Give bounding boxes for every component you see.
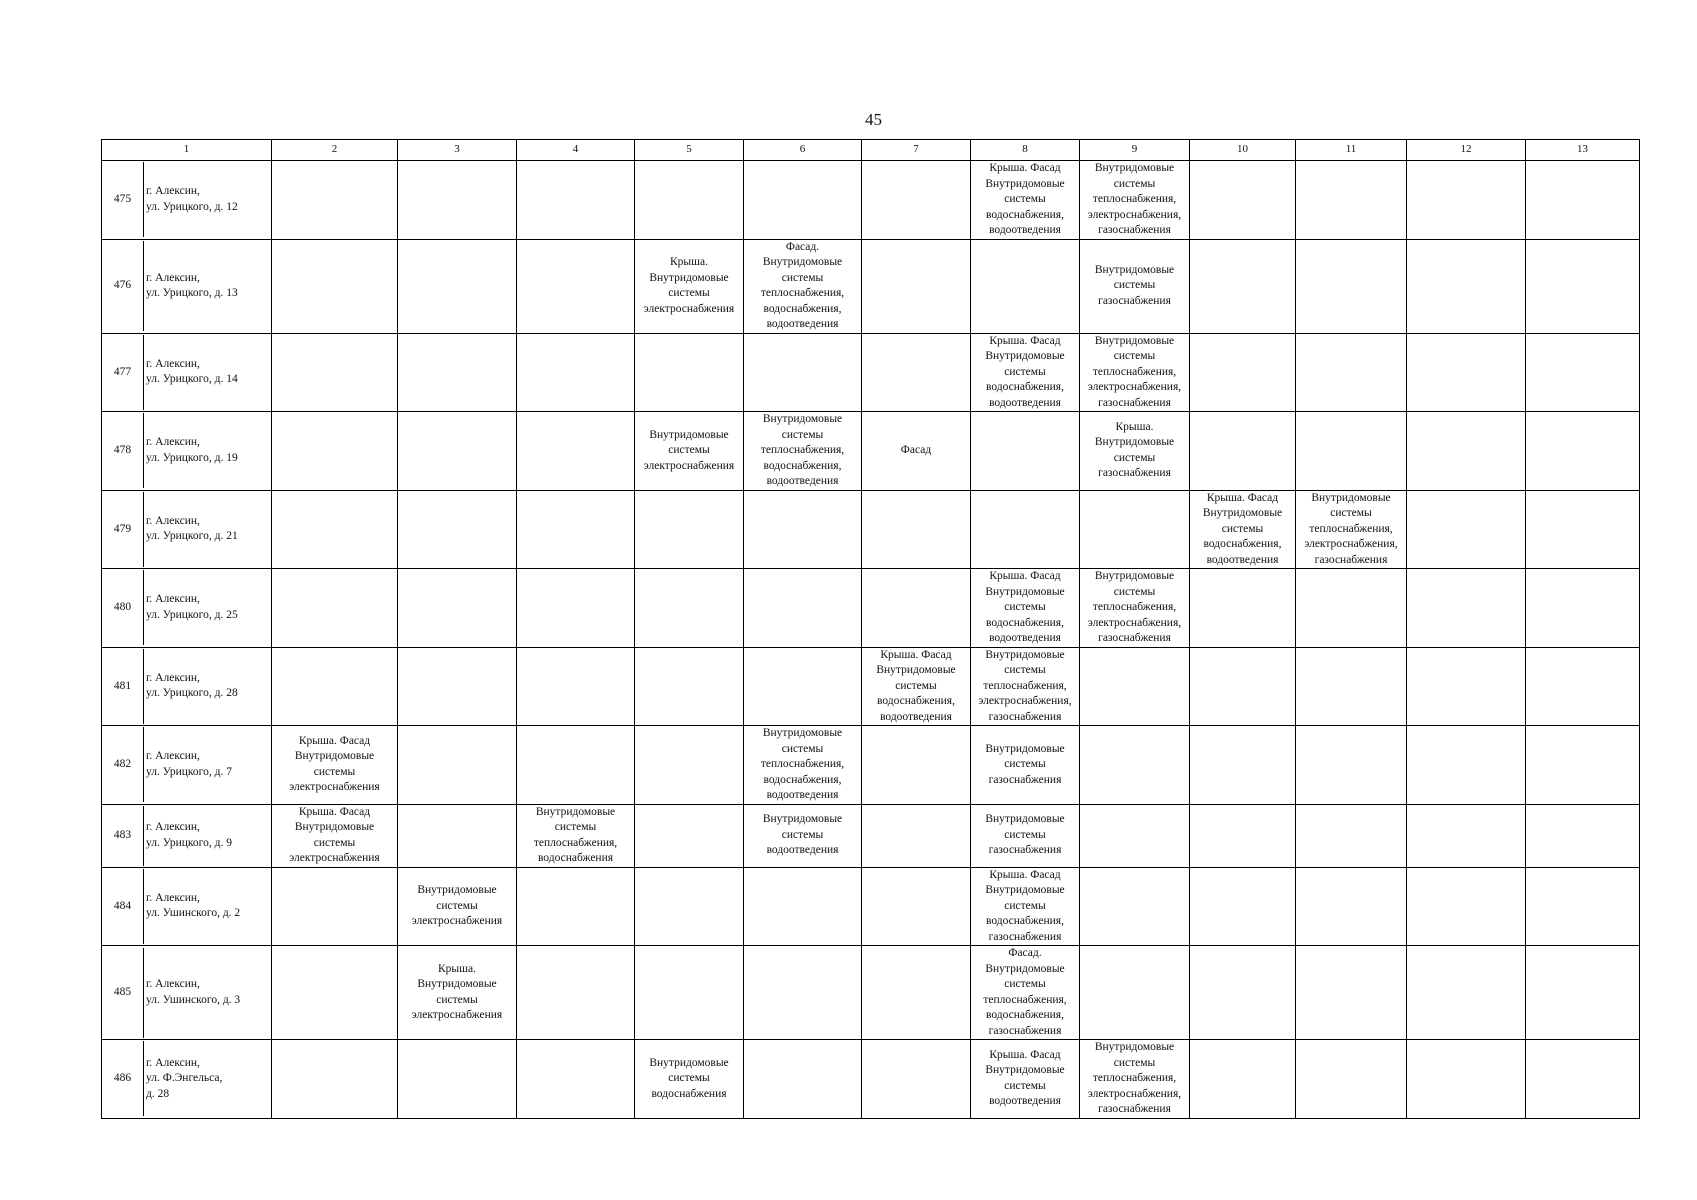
work-cell [1296, 333, 1407, 412]
table-row [102, 804, 1640, 867]
work-cell [272, 569, 398, 648]
work-cell [1526, 804, 1640, 867]
work-description: Крыша. Внутридомовые системы электроснабжения [643, 256, 735, 315]
work-description: Крыша. Фасад Внутридомовые системы водоснабжения, водоотведения [985, 570, 1065, 644]
work-cell [517, 412, 635, 491]
work-description: Крыша. Фасад Внутридомовые системы электроснабжения [289, 734, 380, 794]
work-description: Крыша. Фасад Внутридомовые системы водоснабжения, водоотведения [985, 162, 1065, 236]
work-description: Внутридомовые системы электроснабжения [643, 428, 735, 472]
table-row [102, 161, 1640, 240]
work-cell [1526, 867, 1640, 946]
work-cell [1080, 1040, 1190, 1119]
work-cell [744, 239, 862, 333]
work-description: Крыша. Фасад Внутридомовые системы электроснабжения [289, 805, 380, 864]
row-number: 481 [102, 649, 144, 724]
work-cell [971, 1040, 1080, 1119]
address-cell [102, 161, 272, 240]
work-cell [1190, 946, 1296, 1040]
work-cell [1296, 867, 1407, 946]
table-row [102, 412, 1640, 491]
column-header: 4 [517, 140, 635, 161]
building-address: г. Алексин, ул. Урицкого, д. 28 [146, 671, 238, 700]
work-description: Внутридомовые системы теплоснабжения, электроснабжения, газоснабжения [978, 648, 1072, 723]
work-cell [517, 490, 635, 569]
work-cell [971, 239, 1080, 333]
address-cell [102, 490, 272, 569]
work-cell [744, 946, 862, 1040]
work-cell [1080, 726, 1190, 805]
work-cell [272, 726, 398, 805]
work-description: Внутридомовые системы водоснабжения [649, 1056, 729, 1100]
column-header: 11 [1296, 140, 1407, 161]
building-address: г. Алексин, ул. Урицкого, д. 21 [146, 514, 238, 543]
work-cell [1080, 946, 1190, 1040]
work-cell [744, 161, 862, 240]
work-cell [971, 333, 1080, 412]
building-address: г. Алексин, ул. Ушинского, д. 3 [146, 978, 241, 1006]
table-header-row [102, 140, 1640, 161]
column-header: 3 [398, 140, 517, 161]
row-number: 478 [102, 413, 144, 488]
work-description: Внутридомовые системы теплоснабжения, электроснабжения, газоснабжения [1087, 1041, 1182, 1115]
page-number: 45 [865, 110, 882, 129]
work-cell [1407, 804, 1526, 867]
work-cell [1080, 867, 1190, 946]
work-cell [398, 726, 517, 805]
column-header: 8 [971, 140, 1080, 161]
work-description: Крыша. Фасад Внутридомовые системы водоснабжения, газоснабжения [985, 868, 1065, 943]
work-cell [1080, 412, 1190, 491]
work-cell [517, 569, 635, 648]
work-cell [517, 647, 635, 726]
work-cell [398, 490, 517, 569]
work-cell [1407, 647, 1526, 726]
work-cell [635, 804, 744, 867]
work-cell [1296, 161, 1407, 240]
work-cell [1296, 647, 1407, 726]
work-cell [1080, 161, 1190, 240]
building-address: г. Алексин, ул. Урицкого, д. 25 [146, 593, 238, 621]
work-cell [272, 333, 398, 412]
row-number: 484 [102, 869, 144, 944]
work-description: Фасад [900, 444, 932, 456]
work-cell [862, 239, 971, 333]
work-cell [1080, 490, 1190, 569]
work-cell [517, 333, 635, 412]
work-cell [862, 161, 971, 240]
work-cell [862, 1040, 971, 1119]
row-number: 477 [102, 335, 144, 410]
work-cell [744, 333, 862, 412]
work-cell [862, 412, 971, 491]
row-number: 480 [102, 570, 144, 645]
work-cell [272, 1040, 398, 1119]
row-number: 483 [102, 806, 144, 866]
row-number: 479 [102, 492, 144, 567]
work-cell [862, 946, 971, 1040]
work-cell [272, 804, 398, 867]
column-header: 5 [635, 140, 744, 161]
work-cell [1526, 569, 1640, 648]
address-cell [102, 569, 272, 648]
work-cell [862, 333, 971, 412]
work-description: Крыша. Внутридомовые системы электроснабжения [411, 962, 503, 1021]
work-cell [635, 569, 744, 648]
work-description: Крыша. Фасад Внутридомовые системы водоснабжения, водоотведения [1202, 491, 1283, 566]
work-cell [744, 867, 862, 946]
work-cell [635, 647, 744, 726]
address-cell [102, 867, 272, 946]
building-address: г. Алексин, ул. Урицкого, д. 12 [146, 185, 238, 213]
row-number: 482 [102, 727, 144, 802]
work-description: Внутридомовые системы теплоснабжения, водоснабжения, водоотведения [760, 413, 845, 487]
work-cell [971, 804, 1080, 867]
table-row [102, 333, 1640, 412]
work-cell [1296, 490, 1407, 569]
work-cell [1296, 412, 1407, 491]
work-description: Крыша. Фасад Внутридомовые системы водоснабжения, водоотведения [985, 334, 1065, 409]
work-cell [517, 161, 635, 240]
work-cell [971, 412, 1080, 491]
work-description: Внутридомовые системы газоснабжения [985, 813, 1065, 857]
work-cell [1296, 946, 1407, 1040]
work-cell [272, 239, 398, 333]
table-row [102, 569, 1640, 648]
work-cell [862, 490, 971, 569]
work-cell [1526, 647, 1640, 726]
work-cell [1526, 946, 1640, 1040]
column-header: 1 [102, 140, 272, 161]
address-cell [102, 239, 272, 333]
work-cell [398, 333, 517, 412]
address-cell [102, 647, 272, 726]
work-cell [862, 804, 971, 867]
work-cell [1190, 804, 1296, 867]
work-cell [1407, 412, 1526, 491]
address-cell [102, 412, 272, 491]
work-cell [398, 804, 517, 867]
column-header: 12 [1407, 140, 1526, 161]
address-cell [102, 804, 272, 867]
column-header: 10 [1190, 140, 1296, 161]
work-cell [1526, 161, 1640, 240]
work-cell [635, 490, 744, 569]
work-cell [398, 161, 517, 240]
address-cell [102, 333, 272, 412]
work-description: Внутридомовые системы теплоснабжения, водоснабжения, водоотведения [760, 727, 845, 801]
table-row [102, 867, 1640, 946]
table-row [102, 239, 1640, 333]
work-cell [1080, 569, 1190, 648]
work-cell [272, 867, 398, 946]
work-cell [1296, 804, 1407, 867]
work-cell [862, 569, 971, 648]
column-header: 9 [1080, 140, 1190, 161]
work-cell [1407, 1040, 1526, 1119]
work-cell [862, 726, 971, 805]
work-cell [862, 867, 971, 946]
work-description: Внутридомовые системы теплоснабжения, электроснабжения, газоснабжения [1087, 162, 1182, 236]
table-row [102, 1040, 1640, 1119]
building-address: г. Алексин, ул. Урицкого, д. 14 [146, 357, 238, 386]
table-row [102, 490, 1640, 569]
work-cell [1526, 333, 1640, 412]
work-cell [517, 726, 635, 805]
work-cell [1080, 239, 1190, 333]
work-description: Внутридомовые системы газоснабжения [1094, 263, 1175, 307]
work-cell [398, 239, 517, 333]
work-cell [1407, 161, 1526, 240]
work-description: Внутридомовые системы теплоснабжения, электроснабжения, газоснабжения [1304, 491, 1398, 566]
row-number: 476 [102, 241, 144, 331]
work-cell [1190, 569, 1296, 648]
work-cell [744, 647, 862, 726]
work-cell [635, 239, 744, 333]
building-address: г. Алексин, ул. Урицкого, д. 9 [146, 821, 232, 849]
work-cell [517, 867, 635, 946]
work-description: Крыша. Фасад Внутридомовые системы водоотведения [985, 1048, 1065, 1108]
work-cell [744, 412, 862, 491]
work-cell [744, 490, 862, 569]
work-cell [635, 161, 744, 240]
column-header: 13 [1526, 140, 1640, 161]
work-cell [1190, 726, 1296, 805]
repair-schedule-table [101, 139, 1640, 1119]
work-cell [1190, 647, 1296, 726]
work-cell [1080, 333, 1190, 412]
column-header: 2 [272, 140, 398, 161]
work-cell [1407, 490, 1526, 569]
work-cell [1190, 490, 1296, 569]
work-cell [1190, 161, 1296, 240]
work-description: Крыша. Фасад Внутридомовые системы водоснабжения, водоотведения [876, 648, 956, 723]
work-cell [1526, 726, 1640, 805]
work-cell [1190, 239, 1296, 333]
work-cell [517, 804, 635, 867]
row-number: 486 [102, 1041, 144, 1116]
work-cell [398, 867, 517, 946]
work-cell [635, 946, 744, 1040]
work-cell [971, 490, 1080, 569]
work-cell [517, 946, 635, 1040]
work-description: Внутридомовые системы водоотведения [762, 813, 843, 857]
work-cell [635, 412, 744, 491]
column-header: 7 [862, 140, 971, 161]
work-cell [1296, 726, 1407, 805]
work-cell [1296, 569, 1407, 648]
work-cell [398, 946, 517, 1040]
address-cell [102, 946, 272, 1040]
work-cell [272, 647, 398, 726]
work-description: Внутридомовые системы теплоснабжения, водоснабжения [533, 805, 618, 864]
work-cell [1190, 412, 1296, 491]
table-row [102, 647, 1640, 726]
work-cell [398, 647, 517, 726]
work-cell [971, 161, 1080, 240]
work-cell [1296, 239, 1407, 333]
work-cell [1526, 1040, 1640, 1119]
work-description: Внутридомовые системы теплоснабжения, электроснабжения, газоснабжения [1087, 334, 1182, 409]
work-cell [1526, 412, 1640, 491]
work-cell [971, 647, 1080, 726]
work-cell [971, 946, 1080, 1040]
work-cell [1080, 647, 1190, 726]
work-cell [272, 161, 398, 240]
work-cell [862, 647, 971, 726]
work-cell [744, 804, 862, 867]
work-cell [1080, 804, 1190, 867]
row-number: 485 [102, 948, 144, 1038]
work-cell [635, 726, 744, 805]
work-cell [398, 569, 517, 648]
building-address: г. Алексин, ул. Урицкого, д. 7 [146, 750, 232, 778]
table-row [102, 726, 1640, 805]
table-row [102, 946, 1640, 1040]
building-address: г. Алексин, ул. Ф.Энгельса, д. 28 [146, 1056, 223, 1100]
work-description: Внутридомовые системы электроснабжения [411, 884, 503, 927]
work-cell [1407, 569, 1526, 648]
work-cell [272, 946, 398, 1040]
work-cell [272, 412, 398, 491]
work-cell [1407, 867, 1526, 946]
work-cell [744, 726, 862, 805]
work-cell [744, 1040, 862, 1119]
address-cell [102, 726, 272, 805]
work-cell [1526, 239, 1640, 333]
work-cell [635, 867, 744, 946]
building-address: г. Алексин, ул. Урицкого, д. 19 [146, 436, 238, 464]
work-cell [1190, 333, 1296, 412]
work-cell [272, 490, 398, 569]
work-cell [1526, 490, 1640, 569]
work-cell [398, 1040, 517, 1119]
work-cell [635, 1040, 744, 1119]
column-header: 6 [744, 140, 862, 161]
work-cell [744, 569, 862, 648]
work-cell [971, 569, 1080, 648]
work-cell [971, 726, 1080, 805]
work-cell [1407, 946, 1526, 1040]
work-cell [1296, 1040, 1407, 1119]
address-cell [102, 1040, 272, 1119]
work-cell [1190, 867, 1296, 946]
work-description: Внутридомовые системы газоснабжения [985, 742, 1065, 786]
work-description: Фасад. Внутридомовые системы теплоснабжения, водоснабжения, газоснабжения [983, 947, 1067, 1037]
work-cell [1407, 333, 1526, 412]
work-cell [971, 867, 1080, 946]
work-cell [635, 333, 744, 412]
building-address: г. Алексин, ул. Урицкого, д. 13 [146, 271, 238, 299]
work-cell [517, 239, 635, 333]
work-description: Крыша. Внутридомовые системы газоснабжения [1094, 420, 1175, 480]
work-cell [398, 412, 517, 491]
work-cell [1407, 726, 1526, 805]
work-cell [517, 1040, 635, 1119]
work-cell [1407, 239, 1526, 333]
row-number: 475 [102, 162, 144, 237]
work-cell [1190, 1040, 1296, 1119]
work-description: Фасад. Внутридомовые системы теплоснабжения, водоснабжения, водоотведения [760, 240, 845, 330]
work-description: Внутридомовые системы теплоснабжения, электроснабжения, газоснабжения [1087, 570, 1182, 644]
building-address: г. Алексин, ул. Ушинского, д. 2 [146, 891, 241, 920]
